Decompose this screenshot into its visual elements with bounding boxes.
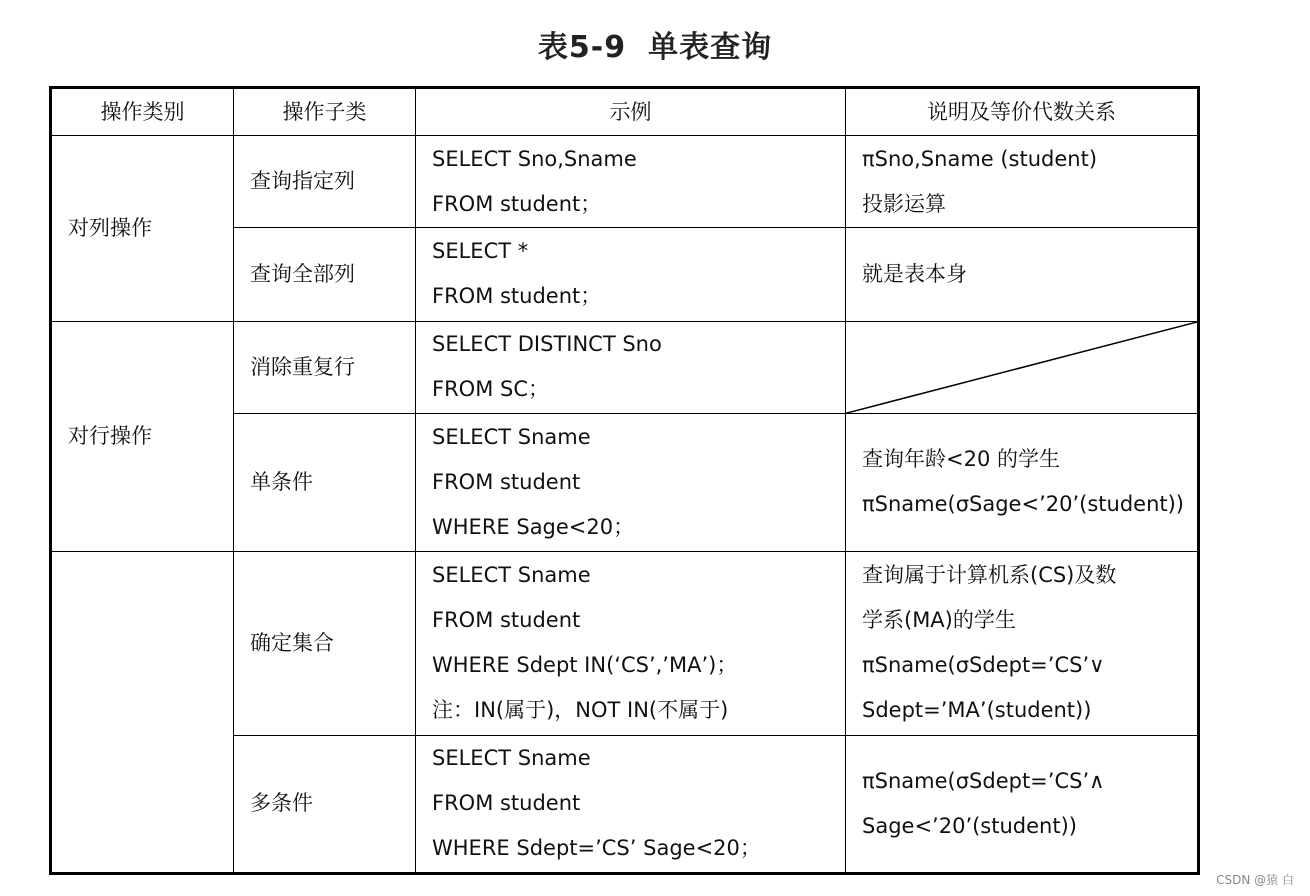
description-cell: [846, 136, 1199, 228]
description-line: πSname(σSdept=’CS’∨: [862, 653, 1105, 678]
example-cell: [416, 136, 846, 228]
description-line: 学系(MA)的学生: [862, 608, 1016, 633]
description-cell: [846, 552, 1199, 735]
table-row: [51, 552, 1199, 735]
description-cell: [846, 735, 1199, 873]
description-line: Sdept=’MA’(student)): [862, 698, 1092, 723]
example-line: FROM student: [432, 791, 581, 816]
subtype-cell: 查询指定列: [234, 136, 416, 228]
description-cell: [846, 413, 1199, 551]
subtype-cell: 单条件: [234, 413, 416, 551]
table-title-text: 单表查询: [648, 30, 773, 65]
description-line: 查询年龄<20 的学生: [862, 447, 1060, 472]
table-title: [0, 22, 1310, 66]
description-line: πSname(σSdept=’CS’∧: [862, 768, 1105, 793]
example-line: SELECT Sno,Sname: [432, 146, 637, 171]
example-cell: [416, 228, 846, 321]
description-line: Sage<’20’(student)): [862, 813, 1077, 838]
example-line: WHERE Sdept=’CS’ Sage<20；: [432, 836, 761, 861]
example-cell: [416, 552, 846, 735]
example-line: FROM student: [432, 469, 581, 494]
table-row: [51, 136, 1199, 228]
example-line: FROM student；: [432, 284, 602, 309]
single-table-query-table: [49, 86, 1200, 875]
table-row: [51, 321, 1199, 413]
example-line: SELECT DISTINCT Sno: [432, 332, 662, 357]
example-line: SELECT Sname: [432, 563, 591, 588]
example-line: SELECT Sname: [432, 424, 591, 449]
watermark: CSDN @猿 白: [1216, 873, 1294, 887]
example-line: FROM student: [432, 608, 581, 633]
example-line: SELECT Sname: [432, 746, 591, 771]
category-col-ops: 对列操作: [51, 136, 234, 321]
header-description: 说明及等价代数关系: [846, 88, 1199, 136]
subtype-cell: 查询全部列: [234, 228, 416, 321]
description-cell: [846, 228, 1199, 321]
description-line: πSno,Sname (student): [862, 146, 1098, 171]
example-line: WHERE Sage<20；: [432, 514, 635, 539]
empty-diagonal-cell: [846, 321, 1199, 413]
category-empty: [51, 552, 234, 874]
example-line: WHERE Sdept IN(‘CS’,’MA’)；: [432, 653, 738, 678]
description-line: πSname(σSage<’20’(student)): [862, 492, 1185, 517]
description-line: 投影运算: [862, 191, 946, 216]
example-cell: [416, 735, 846, 873]
example-line: FROM student；: [432, 191, 602, 216]
example-cell: [416, 321, 846, 413]
table-number: 表5-9: [537, 30, 627, 65]
example-line: FROM SC；: [432, 377, 549, 402]
subtype-cell: 多条件: [234, 735, 416, 873]
diagonal-line: [846, 322, 1197, 413]
category-row-ops: 对行操作: [51, 321, 234, 552]
description-line: 查询属于计算机系(CS)及数: [862, 563, 1117, 588]
header-row: [51, 88, 1199, 136]
subtype-cell: 确定集合: [234, 552, 416, 735]
subtype-cell: 消除重复行: [234, 321, 416, 413]
header-category: 操作类别: [51, 88, 234, 136]
example-cell: [416, 413, 846, 551]
header-subtype: 操作子类: [234, 88, 416, 136]
header-example: 示例: [416, 88, 846, 136]
description-line: 就是表本身: [862, 261, 967, 286]
example-line: SELECT *: [432, 239, 529, 264]
example-line: 注：IN(属于)，NOT IN(不属于): [432, 698, 729, 723]
